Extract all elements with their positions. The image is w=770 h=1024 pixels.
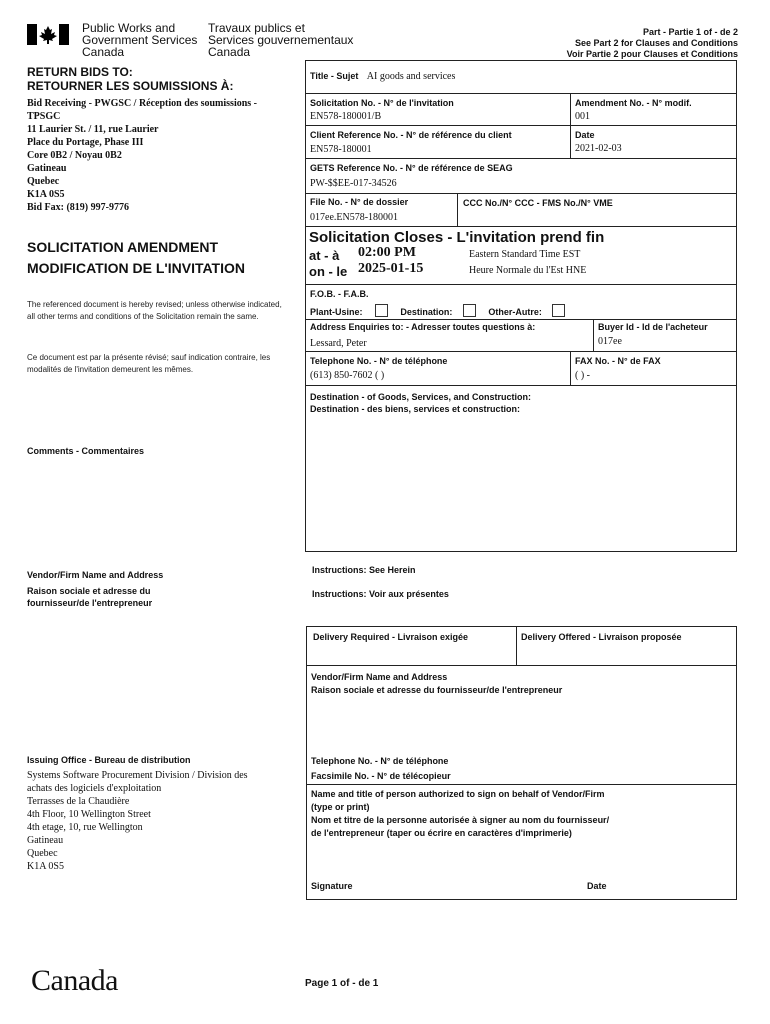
instructions-en: Instructions: See Herein xyxy=(312,565,416,575)
fax-label: FAX No. - N° de FAX xyxy=(575,356,661,366)
buyer-id-label: Buyer Id - Id de l'acheteur xyxy=(598,322,708,332)
return-bids-address xyxy=(27,97,257,214)
title-label: Title - Sujet xyxy=(310,71,359,81)
gets-reference-value[interactable]: PW-$$EE-017-34526 xyxy=(310,178,397,189)
delivery-required-label: Delivery Required - Livraison exigée xyxy=(313,632,469,642)
issuing-address-line: Quebec xyxy=(27,848,58,859)
address-enquiries-value[interactable]: Lessard, Peter xyxy=(310,338,367,349)
title-value[interactable]: AI goods and services xyxy=(366,71,456,82)
solicitation-closes-title: Solicitation Closes - L'invitation prend fin xyxy=(309,229,605,246)
gov-name-en xyxy=(82,22,197,58)
vendor-left-label-fr: Raison sociale et adresse du fournisseur/de l'entrepreneur xyxy=(27,586,153,608)
delivery-offered-label: Delivery Offered - Livraison proposée xyxy=(521,632,682,642)
authorized-person-line: Nom et titre de la personne autorisée à signer au nom du fournisseur/ xyxy=(311,815,610,825)
authorized-person-label xyxy=(311,788,609,840)
plant-usine-checkbox[interactable] xyxy=(375,304,388,317)
authorized-person-line: Name and title of person authorized to sign on behalf of Vendor/Firm xyxy=(311,789,605,799)
solicitation-no-value[interactable]: EN578-180001/B xyxy=(310,111,382,122)
ccc-no-label: CCC No./N° CCC - FMS No./N° VME xyxy=(463,198,613,208)
client-reference-value[interactable]: EN578-180001 xyxy=(310,144,372,155)
return-address-line: Place du Portage, Phase III xyxy=(27,137,144,148)
fob-options xyxy=(310,302,565,320)
signature-label: Signature xyxy=(311,881,353,891)
fob-label: F.O.B. - F.A.B. xyxy=(310,289,369,299)
vendor-firm-label xyxy=(311,671,562,697)
destination-label: Destination: xyxy=(400,307,453,317)
buyer-id-value[interactable]: 017ee xyxy=(598,336,622,347)
amendment-note-fr: Ce document est par la présente révisé; sauf indication contraire, les modalités de l'invitation demeurent les mêmes. xyxy=(27,353,271,374)
amendment-no-value[interactable]: 001 xyxy=(575,111,590,122)
file-no-label: File No. - N° de dossier xyxy=(310,197,409,207)
issuing-address-line: achats des logiciels d'exploitation xyxy=(27,783,162,794)
vendor-firm-label-en: Vendor/Firm Name and Address xyxy=(311,672,448,682)
voir-part-note: Voir Partie 2 pour Clauses et Conditions xyxy=(566,49,738,59)
return-address-line: Quebec xyxy=(27,176,60,187)
closes-on-label: on - le xyxy=(309,264,348,279)
vendor-facsimile-label: Facsimile No. - N° de télécopieur xyxy=(311,771,451,781)
return-address-line: Bid Fax: (819) 997-9776 xyxy=(27,202,129,213)
return-bids-title-fr: RETOURNER LES SOUMISSIONS À: xyxy=(27,79,234,93)
closes-date-value[interactable]: 2025-01-15 xyxy=(358,261,424,276)
amendment-note-en: The referenced document is hereby revised; unless otherwise indicated, all other terms and conditions of the Solicitation remain the same. xyxy=(27,300,282,321)
issuing-address-line: Gatineau xyxy=(27,835,64,846)
closes-time-value[interactable]: 02:00 PM xyxy=(358,245,416,260)
client-reference-label: Client Reference No. - N° de référence du client xyxy=(310,130,512,140)
return-address-line: K1A 0S5 xyxy=(27,189,65,200)
part-number: Part - Partie 1 of - de 2 xyxy=(642,27,738,37)
canada-flag-logo xyxy=(27,24,69,45)
issuing-address-line: Terrasses de la Chaudière xyxy=(27,796,130,807)
other-autre-checkbox[interactable] xyxy=(552,304,565,317)
instructions-fr: Instructions: Voir aux présentes xyxy=(312,589,449,599)
amendment-title xyxy=(27,237,245,279)
vendor-firm-label-fr: Raison sociale et adresse du fournisseur/de l'entrepreneur xyxy=(311,685,563,695)
date-value[interactable]: 2021-02-03 xyxy=(575,143,622,154)
amendment-title-fr: MODIFICATION DE L'INVITATION xyxy=(27,260,245,276)
destination-goods-label xyxy=(310,391,531,415)
vendor-left-label xyxy=(27,569,187,609)
vendor-telephone-label: Telephone No. - N° de téléphone xyxy=(311,756,449,766)
gov-name-en-line: Canada xyxy=(82,45,125,59)
canada-wordmark xyxy=(31,964,118,998)
gov-name-fr-line: Canada xyxy=(208,45,251,59)
closes-at-label: at - à xyxy=(309,248,340,263)
other-autre-label: Other-Autre: xyxy=(488,307,542,317)
return-address-line: Core 0B2 / Noyau 0B2 xyxy=(27,150,122,161)
gets-reference-label: GETS Reference No. - N° de référence de SEAG xyxy=(310,163,513,173)
fax-value[interactable]: ( ) - xyxy=(575,370,590,381)
gov-name-fr-line: Services gouvernementaux xyxy=(208,33,354,47)
telephone-value[interactable]: (613) 850-7602 ( ) xyxy=(310,370,385,381)
plant-usine-label: Plant-Usine: xyxy=(310,307,363,317)
destination-goods-label-fr: Destination - des biens, services et construction: xyxy=(310,404,521,414)
return-bids-title-en: RETURN BIDS TO: xyxy=(27,65,133,79)
issuing-address-line: Systems Software Procurement Division / Division des xyxy=(27,770,248,781)
timezone-en: Eastern Standard Time EST xyxy=(469,249,581,260)
title-field xyxy=(310,66,455,84)
canada-wordmark-text: Canada xyxy=(31,964,118,997)
date-label: Date xyxy=(575,130,595,140)
issuing-office-label: Issuing Office - Bureau de distribution xyxy=(27,755,191,765)
return-address-line: Bid Receiving - PWGSC / Réception des soumissions - xyxy=(27,98,258,109)
amendment-title-en: SOLICITATION AMENDMENT xyxy=(27,239,219,255)
return-address-line: Gatineau xyxy=(27,163,67,174)
issuing-address-line: 4th Floor, 10 Wellington Street xyxy=(27,809,151,820)
return-address-line: 11 Laurier St. / 11, rue Laurier xyxy=(27,124,159,135)
file-no-value[interactable]: 017ee.EN578-180001 xyxy=(310,212,399,223)
maple-leaf-icon xyxy=(27,24,69,45)
gov-name-en-line: Public Works and xyxy=(82,21,176,35)
authorized-person-line: de l'entrepreneur (taper ou écrire en caractères d'imprimerie) xyxy=(311,828,572,838)
destination-checkbox[interactable] xyxy=(463,304,476,317)
vendor-left-label-en: Vendor/Firm Name and Address xyxy=(27,570,164,580)
amendment-no-label: Amendment No. - N° modif. xyxy=(575,98,692,108)
gov-name-fr xyxy=(208,22,353,58)
timezone-fr: Heure Normale du l'Est HNE xyxy=(469,265,587,276)
comments-label: Comments - Commentaires xyxy=(27,446,145,456)
issuing-address-line: 4th etage, 10, rue Wellington xyxy=(27,822,143,833)
signature-date-label: Date xyxy=(587,881,607,891)
page-number: Page 1 of - de 1 xyxy=(305,978,379,989)
see-part-note: See Part 2 for Clauses and Conditions xyxy=(574,38,738,48)
issuing-address-line: K1A 0S5 xyxy=(27,861,64,872)
destination-goods-label-en: Destination - of Goods, Services, and Construction: xyxy=(310,392,532,402)
authorized-person-line: (type or print) xyxy=(311,802,370,812)
part-info xyxy=(567,27,738,60)
solicitation-no-label: Solicitation No. - N° de l'invitation xyxy=(310,98,454,108)
return-bids-title xyxy=(27,65,233,93)
gov-name-en-line: Government Services xyxy=(82,33,198,47)
telephone-label: Telephone No. - N° de téléphone xyxy=(310,356,448,366)
gov-name-fr-line: Travaux publics et xyxy=(208,21,305,35)
issuing-office-address xyxy=(27,769,248,873)
address-enquiries-label: Address Enquiries to: - Adresser toutes questions à: xyxy=(310,322,536,332)
return-address-line: TPSGC xyxy=(27,111,61,122)
